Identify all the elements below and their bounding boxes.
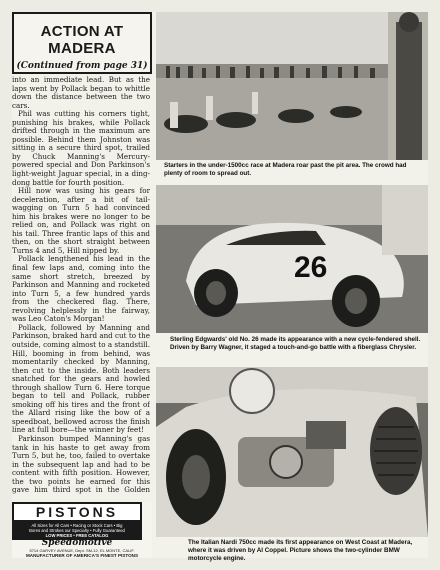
car-26-image [156,185,428,333]
photo-caption-1: Starters in the under-1500cc race at Madera roar past the pit area. The crowd had plenty of room to spread out. [164,162,407,177]
ad-company-logo: Speedomotive [41,538,113,548]
article-paragraph: Pollack, followed by Manning and Parkinson, braked hard and cut to the outside, coming almost to a standstill. Hill, booming in from behind, was momentarily checked by Manning, then cut to the inside. Both leaders snatched for the gears and howled through shallow Turn 6. Here torque began to tell and Pollack, rubber smoking off his tires and the front of the Allard rising like the bow of a speedboat, bellowed across the finish line at full bore—the winner by feet! [12,322,150,435]
ad-line-1: All Sizes for All Cars • Racing or Stock Cars • Big [31,522,123,528]
article-body [12,76,150,494]
race-start-image [156,12,428,160]
ad-address: 5714 GARVEY AVENUE, Dept. SM-12, EL MONTE, CALIF. [29,548,135,553]
ad-tagline: MANUFACTURER OF AMERICA'S FINEST PISTONS [25,553,139,558]
left-column [12,12,152,558]
article-paragraph: into an immediate lead. But as the laps went by Pollack began to whittle down the distance between the two cars. [12,76,150,110]
article-continued: (Continued from page 31) [16,61,148,71]
article-paragraph: Phil was cutting his corners tight, punishing his brakes, while Pollack drifted through in the maximum are possible. Behind them Johnston was sitting in a secure third spot, trailed by Chuck Manning's Mercury-powered special and Don Parkinson's light-weight Jaguar special, in a ding-dong battle for fourth position. [12,109,150,187]
pistons-advertisement [12,502,152,558]
photo-nardi-engine [156,367,428,537]
ad-brand: PISTONS [12,502,142,522]
car-number: 26 [294,251,328,284]
article-title: ACTION AT MADERA [40,23,124,57]
article-paragraph: Pollack lengthened his lead in the final few laps and, coming into the same short stretch, breezed by Parkinson and Manning and rocketed into Turn 5, a few hundred yards from the checkered flag. There, revolving helplessly in the fairway, was Leo Caton's Morgan! [12,254,150,324]
article-paragraph-text: Parkinson bumped Manning's gas tank in his haste to get away from Turn 5, but he, too, failed to overtake in the subsequent lap and had to be content with fifth position. However, the two points he earned for this gave him third spot in the Golden [12,433,150,494]
ad-line-2: Bores and Strokes our Specialty • Fully Guaranteed [29,527,125,533]
magazine-page [12,12,428,562]
ad-line-3: LOW PRICES • FREE CATALOG [45,533,109,539]
nardi-engine-image [156,367,428,537]
ad-feature-stripe [12,522,142,540]
photo-race-start [156,12,428,160]
article-header [12,12,152,74]
article-paragraph: Hill now was using his gears for deceleration, after a bit of tail-wagging on Turn 5 had convinced him his brakes were no longer to be relied on, and Pollack was right on his tail. Three frantic laps of this and then, on the short straight between Turns 4 and 5, Hill nipped by. [12,186,150,255]
article-paragraph [12,435,150,494]
photo-caption-3: The Italian Nardi 750cc made its first appearance on West Coast at Madera, where it was driven by Al Coppel. Picture shows the two-cylinder BMW motorcycle engine. [188,539,413,562]
photo-car-26 [156,185,428,333]
photo-caption-2: Sterling Edgwards' old No. 26 made its appearance with a new cycle-fendered shell. Driven by Barry Wagner, it staged a touch-and-go battle with a fiberglass Chrysler. [170,336,421,351]
